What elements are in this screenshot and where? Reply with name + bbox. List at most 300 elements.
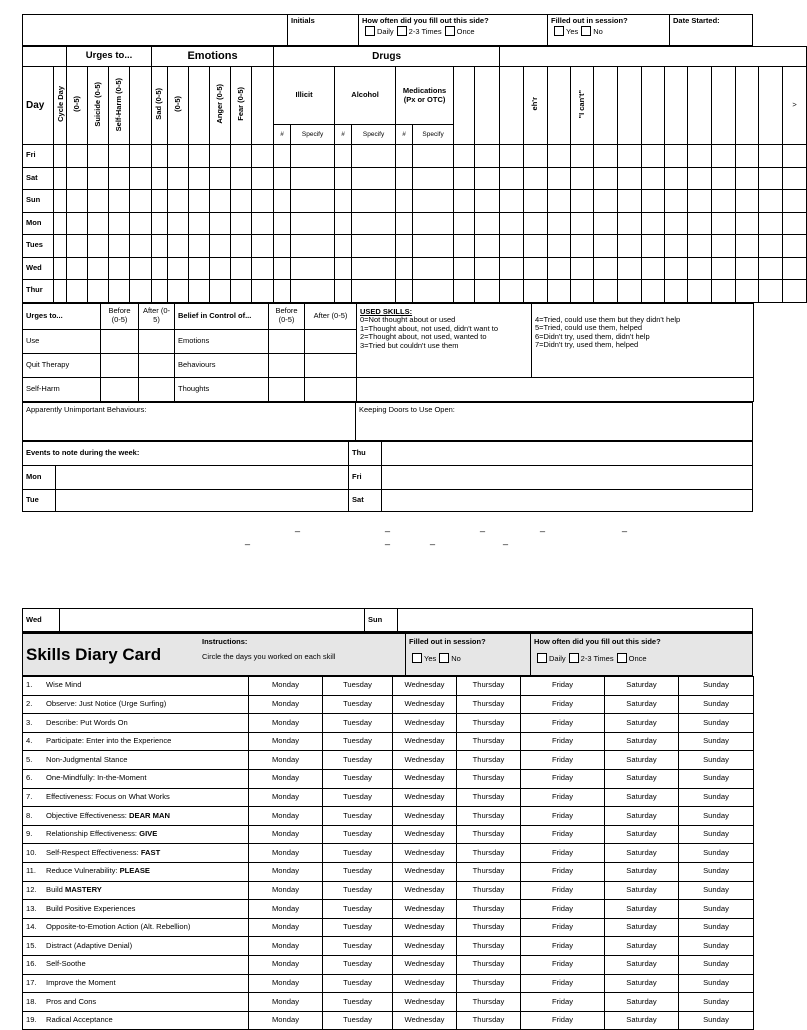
entry-cell[interactable] [594,145,618,168]
entry-cell[interactable] [130,167,152,190]
skill-day-monday[interactable]: Monday [249,751,323,770]
skill-day-saturday[interactable]: Saturday [605,807,679,826]
skill-day-wednesday[interactable]: Wednesday [393,807,457,826]
skill-day-sunday[interactable]: Sunday [679,974,754,993]
skill-day-tuesday[interactable]: Tuesday [323,955,393,974]
entry-cell[interactable] [783,257,807,280]
entry-cell[interactable] [152,257,168,280]
entry-cell[interactable] [67,257,88,280]
entry-cell[interactable] [189,167,210,190]
skill-day-monday[interactable]: Monday [249,993,323,1012]
entry-cell[interactable] [571,235,594,258]
skill-day-friday[interactable]: Friday [521,714,605,733]
entry-cell[interactable] [736,280,759,303]
entry-cell[interactable] [618,257,642,280]
entry-cell[interactable] [548,145,571,168]
skill-day-wednesday[interactable]: Wednesday [393,695,457,714]
entry-cell[interactable] [291,280,335,303]
skill-day-wednesday[interactable]: Wednesday [393,974,457,993]
skill-day-friday[interactable]: Friday [521,844,605,863]
skill-day-wednesday[interactable]: Wednesday [393,714,457,733]
skill-day-saturday[interactable]: Saturday [605,862,679,881]
entry-cell[interactable] [454,190,475,213]
entry-cell[interactable] [252,212,274,235]
entry-cell[interactable] [454,280,475,303]
entry-cell[interactable] [252,257,274,280]
filled-session-checkbox[interactable] [581,26,591,36]
skill-day-saturday[interactable]: Saturday [605,993,679,1012]
entry-cell[interactable] [210,190,231,213]
entry-cell[interactable] [759,235,783,258]
skill-day-friday[interactable]: Friday [521,900,605,919]
skill-day-tuesday[interactable]: Tuesday [323,788,393,807]
entry-cell[interactable] [736,257,759,280]
skill-day-wednesday[interactable]: Wednesday [393,788,457,807]
skill-day-friday[interactable]: Friday [521,918,605,937]
entry-cell[interactable] [231,212,252,235]
skill-day-tuesday[interactable]: Tuesday [323,732,393,751]
entry-cell[interactable] [618,235,642,258]
entry-cell[interactable] [335,145,352,168]
entry-cell[interactable] [594,257,618,280]
entry-cell[interactable] [524,257,548,280]
skill-day-wednesday[interactable]: Wednesday [393,993,457,1012]
entry-cell[interactable] [783,190,807,213]
entry-cell[interactable] [210,167,231,190]
skill-day-monday[interactable]: Monday [249,937,323,956]
skill-day-friday[interactable]: Friday [521,769,605,788]
skill-day-monday[interactable]: Monday [249,974,323,993]
entry-cell[interactable] [712,280,736,303]
skill-day-saturday[interactable]: Saturday [605,677,679,696]
entry-cell[interactable] [524,167,548,190]
entry-cell[interactable] [352,280,396,303]
entry-cell[interactable] [88,257,109,280]
how-often-checkbox[interactable] [365,26,375,36]
entry-cell[interactable] [88,190,109,213]
entry-cell[interactable] [413,235,454,258]
entry-cell[interactable] [168,257,189,280]
entry-cell[interactable] [665,235,688,258]
entry-cell[interactable] [231,145,252,168]
entry-cell[interactable] [54,235,67,258]
how-often-checkbox[interactable] [445,26,455,36]
skill-day-saturday[interactable]: Saturday [605,974,679,993]
entry-cell[interactable] [274,145,291,168]
skill-day-friday[interactable]: Friday [521,974,605,993]
entry-cell[interactable] [594,280,618,303]
entry-cell[interactable] [231,280,252,303]
entry-cell[interactable] [109,280,130,303]
skill-day-friday[interactable]: Friday [521,732,605,751]
entry-cell[interactable] [352,235,396,258]
entry-cell[interactable] [274,280,291,303]
skill-day-tuesday[interactable]: Tuesday [323,918,393,937]
entry-cell[interactable] [291,257,335,280]
skill-day-friday[interactable]: Friday [521,807,605,826]
entry-cell[interactable] [168,145,189,168]
entry-cell[interactable] [396,190,413,213]
skill-day-wednesday[interactable]: Wednesday [393,881,457,900]
entry-cell[interactable] [665,212,688,235]
skill-day-tuesday[interactable]: Tuesday [323,695,393,714]
skill-day-thursday[interactable]: Thursday [457,732,521,751]
entry-cell[interactable] [335,190,352,213]
entry-cell[interactable] [618,167,642,190]
entry-cell[interactable] [88,280,109,303]
entry-cell[interactable] [274,167,291,190]
entry-cell[interactable] [152,235,168,258]
skill-day-thursday[interactable]: Thursday [457,862,521,881]
entry-cell[interactable] [712,212,736,235]
entry-cell[interactable] [252,280,274,303]
entry-cell[interactable] [618,280,642,303]
entry-cell[interactable] [500,190,524,213]
skill-day-sunday[interactable]: Sunday [679,844,754,863]
skill-day-sunday[interactable]: Sunday [679,769,754,788]
skill-day-wednesday[interactable]: Wednesday [393,937,457,956]
entry-cell[interactable] [500,145,524,168]
entry-cell[interactable] [54,190,67,213]
entry-cell[interactable] [759,190,783,213]
how-often-checkbox[interactable] [397,26,407,36]
skill-day-wednesday[interactable]: Wednesday [393,825,457,844]
entry-cell[interactable] [396,257,413,280]
entry-cell[interactable] [335,257,352,280]
entry-cell[interactable] [252,235,274,258]
skill-day-monday[interactable]: Monday [249,807,323,826]
entry-cell[interactable] [475,257,500,280]
entry-cell[interactable] [618,212,642,235]
entry-cell[interactable] [712,235,736,258]
skill-day-tuesday[interactable]: Tuesday [323,677,393,696]
skill-day-sunday[interactable]: Sunday [679,955,754,974]
entry-cell[interactable] [642,235,665,258]
skills-filled-checkbox[interactable] [439,653,449,663]
skill-day-saturday[interactable]: Saturday [605,751,679,770]
skill-day-tuesday[interactable]: Tuesday [323,881,393,900]
entry-cell[interactable] [712,145,736,168]
entry-cell[interactable] [67,190,88,213]
skill-day-thursday[interactable]: Thursday [457,974,521,993]
skill-day-friday[interactable]: Friday [521,862,605,881]
skill-day-sunday[interactable]: Sunday [679,677,754,696]
entry-cell[interactable] [189,235,210,258]
entry-cell[interactable] [454,145,475,168]
entry-cell[interactable] [109,190,130,213]
entry-cell[interactable] [168,212,189,235]
skill-day-wednesday[interactable]: Wednesday [393,918,457,937]
entry-cell[interactable] [594,235,618,258]
entry-cell[interactable] [454,235,475,258]
entry-cell[interactable] [548,167,571,190]
entry-cell[interactable] [152,167,168,190]
skill-day-sunday[interactable]: Sunday [679,900,754,919]
entry-cell[interactable] [54,212,67,235]
entry-cell[interactable] [688,145,712,168]
skill-day-saturday[interactable]: Saturday [605,788,679,807]
skills-filled-checkbox[interactable] [412,653,422,663]
skills-how-often-checkbox[interactable] [617,653,627,663]
entry-cell[interactable] [571,190,594,213]
entry-cell[interactable] [548,212,571,235]
entry-cell[interactable] [54,145,67,168]
entry-cell[interactable] [783,167,807,190]
entry-cell[interactable] [130,145,152,168]
skill-day-monday[interactable]: Monday [249,825,323,844]
entry-cell[interactable] [291,190,335,213]
entry-cell[interactable] [189,212,210,235]
entry-cell[interactable] [274,235,291,258]
entry-cell[interactable] [548,190,571,213]
entry-cell[interactable] [335,280,352,303]
entry-cell[interactable] [67,235,88,258]
skill-day-sunday[interactable]: Sunday [679,695,754,714]
skill-day-saturday[interactable]: Saturday [605,732,679,751]
skill-day-saturday[interactable]: Saturday [605,695,679,714]
entry-cell[interactable] [524,280,548,303]
skill-day-thursday[interactable]: Thursday [457,695,521,714]
skills-how-often-checkbox[interactable] [569,653,579,663]
entry-cell[interactable] [252,190,274,213]
skill-day-sunday[interactable]: Sunday [679,881,754,900]
entry-cell[interactable] [109,235,130,258]
skill-day-tuesday[interactable]: Tuesday [323,751,393,770]
entry-cell[interactable] [352,257,396,280]
skill-day-wednesday[interactable]: Wednesday [393,955,457,974]
entry-cell[interactable] [67,167,88,190]
skill-day-thursday[interactable]: Thursday [457,677,521,696]
skill-day-sunday[interactable]: Sunday [679,862,754,881]
skill-day-tuesday[interactable]: Tuesday [323,714,393,733]
entry-cell[interactable] [109,212,130,235]
skill-day-thursday[interactable]: Thursday [457,825,521,844]
entry-cell[interactable] [454,257,475,280]
entry-cell[interactable] [642,257,665,280]
skill-day-sunday[interactable]: Sunday [679,714,754,733]
skill-day-saturday[interactable]: Saturday [605,900,679,919]
entry-cell[interactable] [109,145,130,168]
entry-cell[interactable] [413,145,454,168]
skill-day-tuesday[interactable]: Tuesday [323,993,393,1012]
skill-day-tuesday[interactable]: Tuesday [323,862,393,881]
entry-cell[interactable] [67,212,88,235]
skill-day-tuesday[interactable]: Tuesday [323,844,393,863]
entry-cell[interactable] [152,212,168,235]
entry-cell[interactable] [88,145,109,168]
skill-day-wednesday[interactable]: Wednesday [393,862,457,881]
entry-cell[interactable] [665,145,688,168]
entry-cell[interactable] [291,212,335,235]
entry-cell[interactable] [712,190,736,213]
skill-day-sunday[interactable]: Sunday [679,807,754,826]
skill-day-saturday[interactable]: Saturday [605,769,679,788]
entry-cell[interactable] [642,167,665,190]
entry-cell[interactable] [413,280,454,303]
skill-day-thursday[interactable]: Thursday [457,844,521,863]
entry-cell[interactable] [475,167,500,190]
entry-cell[interactable] [783,280,807,303]
entry-cell[interactable] [168,235,189,258]
entry-cell[interactable] [231,235,252,258]
entry-cell[interactable] [618,145,642,168]
entry-cell[interactable] [665,280,688,303]
skill-day-thursday[interactable]: Thursday [457,955,521,974]
skill-day-thursday[interactable]: Thursday [457,918,521,937]
skill-day-friday[interactable]: Friday [521,1011,605,1030]
entry-cell[interactable] [335,235,352,258]
entry-cell[interactable] [783,145,807,168]
skill-day-tuesday[interactable]: Tuesday [323,769,393,788]
entry-cell[interactable] [231,257,252,280]
entry-cell[interactable] [291,235,335,258]
skill-day-saturday[interactable]: Saturday [605,881,679,900]
entry-cell[interactable] [759,257,783,280]
skill-day-monday[interactable]: Monday [249,881,323,900]
entry-cell[interactable] [454,212,475,235]
entry-cell[interactable] [594,190,618,213]
skill-day-monday[interactable]: Monday [249,844,323,863]
entry-cell[interactable] [571,280,594,303]
entry-cell[interactable] [168,190,189,213]
skill-day-monday[interactable]: Monday [249,918,323,937]
entry-cell[interactable] [712,257,736,280]
entry-cell[interactable] [571,212,594,235]
skill-day-monday[interactable]: Monday [249,900,323,919]
skill-day-sunday[interactable]: Sunday [679,751,754,770]
entry-cell[interactable] [352,190,396,213]
entry-cell[interactable] [571,145,594,168]
entry-cell[interactable] [665,190,688,213]
skill-day-wednesday[interactable]: Wednesday [393,769,457,788]
entry-cell[interactable] [130,190,152,213]
entry-cell[interactable] [548,257,571,280]
entry-cell[interactable] [335,167,352,190]
skill-day-tuesday[interactable]: Tuesday [323,807,393,826]
entry-cell[interactable] [736,235,759,258]
entry-cell[interactable] [413,167,454,190]
entry-cell[interactable] [688,167,712,190]
entry-cell[interactable] [475,235,500,258]
skill-day-thursday[interactable]: Thursday [457,881,521,900]
skill-day-thursday[interactable]: Thursday [457,751,521,770]
skill-day-wednesday[interactable]: Wednesday [393,732,457,751]
entry-cell[interactable] [759,212,783,235]
entry-cell[interactable] [210,235,231,258]
entry-cell[interactable] [642,145,665,168]
skill-day-monday[interactable]: Monday [249,788,323,807]
skill-day-wednesday[interactable]: Wednesday [393,844,457,863]
skill-day-wednesday[interactable]: Wednesday [393,1011,457,1030]
entry-cell[interactable] [189,280,210,303]
entry-cell[interactable] [130,257,152,280]
skill-day-wednesday[interactable]: Wednesday [393,900,457,919]
entry-cell[interactable] [352,167,396,190]
entry-cell[interactable] [130,212,152,235]
skill-day-thursday[interactable]: Thursday [457,788,521,807]
skill-day-wednesday[interactable]: Wednesday [393,751,457,770]
entry-cell[interactable] [594,167,618,190]
entry-cell[interactable] [291,167,335,190]
entry-cell[interactable] [500,257,524,280]
skill-day-monday[interactable]: Monday [249,955,323,974]
skill-day-thursday[interactable]: Thursday [457,1011,521,1030]
entry-cell[interactable] [274,190,291,213]
entry-cell[interactable] [189,190,210,213]
entry-cell[interactable] [688,235,712,258]
entry-cell[interactable] [109,167,130,190]
entry-cell[interactable] [252,145,274,168]
entry-cell[interactable] [54,280,67,303]
entry-cell[interactable] [274,212,291,235]
skill-day-saturday[interactable]: Saturday [605,1011,679,1030]
entry-cell[interactable] [736,145,759,168]
skill-day-tuesday[interactable]: Tuesday [323,974,393,993]
skill-day-saturday[interactable]: Saturday [605,825,679,844]
entry-cell[interactable] [152,145,168,168]
skill-day-monday[interactable]: Monday [249,714,323,733]
entry-cell[interactable] [67,280,88,303]
entry-cell[interactable] [759,167,783,190]
skill-day-friday[interactable]: Friday [521,825,605,844]
entry-cell[interactable] [413,190,454,213]
skill-day-monday[interactable]: Monday [249,1011,323,1030]
skill-day-thursday[interactable]: Thursday [457,993,521,1012]
entry-cell[interactable] [274,257,291,280]
entry-cell[interactable] [475,145,500,168]
entry-cell[interactable] [88,212,109,235]
skill-day-friday[interactable]: Friday [521,993,605,1012]
entry-cell[interactable] [783,212,807,235]
skill-day-thursday[interactable]: Thursday [457,807,521,826]
skill-day-saturday[interactable]: Saturday [605,955,679,974]
entry-cell[interactable] [736,190,759,213]
skill-day-sunday[interactable]: Sunday [679,732,754,751]
skill-day-monday[interactable]: Monday [249,695,323,714]
skill-day-tuesday[interactable]: Tuesday [323,1011,393,1030]
entry-cell[interactable] [88,235,109,258]
entry-cell[interactable] [665,257,688,280]
skill-day-friday[interactable]: Friday [521,955,605,974]
entry-cell[interactable] [210,257,231,280]
entry-cell[interactable] [396,167,413,190]
entry-cell[interactable] [500,212,524,235]
entry-cell[interactable] [618,190,642,213]
entry-cell[interactable] [335,212,352,235]
skill-day-friday[interactable]: Friday [521,937,605,956]
skill-day-friday[interactable]: Friday [521,881,605,900]
entry-cell[interactable] [396,235,413,258]
entry-cell[interactable] [454,167,475,190]
entry-cell[interactable] [500,235,524,258]
entry-cell[interactable] [642,212,665,235]
entry-cell[interactable] [548,280,571,303]
entry-cell[interactable] [475,190,500,213]
entry-cell[interactable] [524,145,548,168]
skill-day-sunday[interactable]: Sunday [679,918,754,937]
entry-cell[interactable] [642,190,665,213]
entry-cell[interactable] [54,167,67,190]
entry-cell[interactable] [168,280,189,303]
skill-day-friday[interactable]: Friday [521,788,605,807]
entry-cell[interactable] [524,235,548,258]
entry-cell[interactable] [396,212,413,235]
entry-cell[interactable] [352,145,396,168]
entry-cell[interactable] [396,280,413,303]
entry-cell[interactable] [736,167,759,190]
entry-cell[interactable] [231,190,252,213]
entry-cell[interactable] [688,212,712,235]
